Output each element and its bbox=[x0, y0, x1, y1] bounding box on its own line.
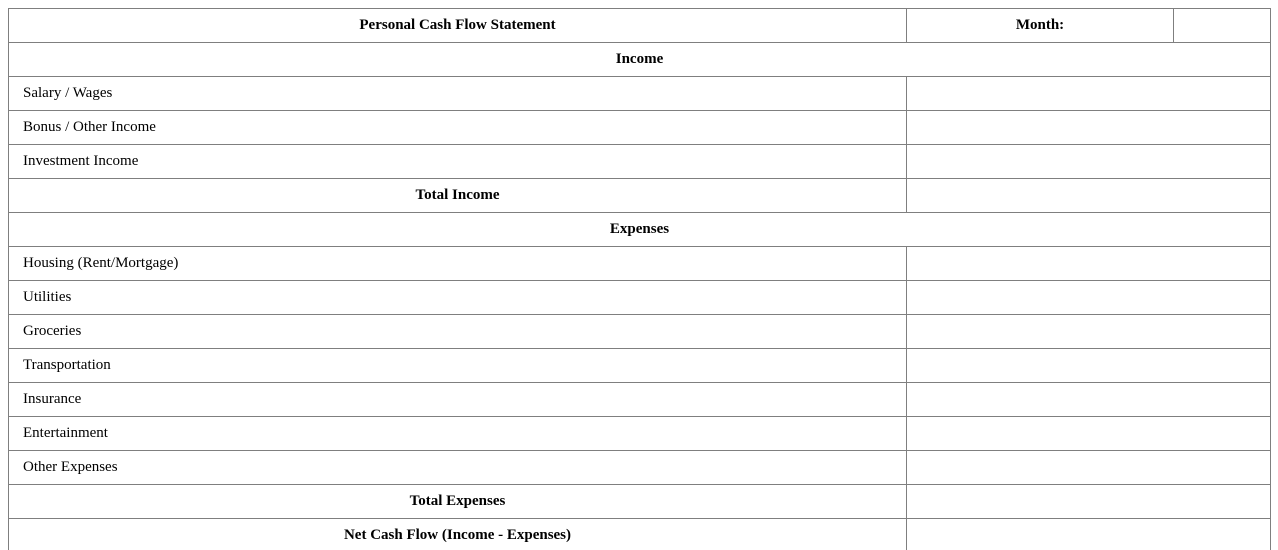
expense-item-insurance-amount[interactable] bbox=[907, 383, 1271, 417]
expense-item-entertainment-amount[interactable] bbox=[907, 417, 1271, 451]
table-row bbox=[9, 111, 1271, 145]
expense-item-housing-amount[interactable] bbox=[907, 247, 1271, 281]
total-income-amount[interactable] bbox=[907, 179, 1271, 213]
net-cash-flow-amount[interactable] bbox=[907, 519, 1271, 550]
header-row bbox=[9, 9, 1271, 43]
expense-item-insurance-label: Insurance bbox=[9, 383, 907, 417]
income-section-title: Income bbox=[9, 43, 1271, 77]
table-row bbox=[9, 281, 1271, 315]
total-expenses-row bbox=[9, 485, 1271, 519]
expense-item-other-amount[interactable] bbox=[907, 451, 1271, 485]
expenses-section-row bbox=[9, 213, 1271, 247]
table-row bbox=[9, 417, 1271, 451]
month-value-cell[interactable] bbox=[1174, 9, 1271, 43]
table-row bbox=[9, 315, 1271, 349]
table-row bbox=[9, 451, 1271, 485]
expense-item-groceries-amount[interactable] bbox=[907, 315, 1271, 349]
table-row bbox=[9, 145, 1271, 179]
income-item-bonus-amount[interactable] bbox=[907, 111, 1271, 145]
expenses-section-title: Expenses bbox=[9, 213, 1271, 247]
table-row bbox=[9, 77, 1271, 111]
total-income-row bbox=[9, 179, 1271, 213]
expense-item-housing-label: Housing (Rent/Mortgage) bbox=[9, 247, 907, 281]
expense-item-other-label: Other Expenses bbox=[9, 451, 907, 485]
income-item-salary-label: Salary / Wages bbox=[9, 77, 907, 111]
income-item-bonus-label: Bonus / Other Income bbox=[9, 111, 907, 145]
income-item-investment-label: Investment Income bbox=[9, 145, 907, 179]
net-cash-flow-row bbox=[9, 519, 1271, 550]
expense-item-groceries-label: Groceries bbox=[9, 315, 907, 349]
total-expenses-label: Total Expenses bbox=[9, 485, 907, 519]
net-cash-flow-label: Net Cash Flow (Income - Expenses) bbox=[9, 519, 907, 550]
total-income-label: Total Income bbox=[9, 179, 907, 213]
expense-item-utilities-label: Utilities bbox=[9, 281, 907, 315]
statement-title: Personal Cash Flow Statement bbox=[9, 9, 907, 43]
table-row bbox=[9, 349, 1271, 383]
expense-item-entertainment-label: Entertainment bbox=[9, 417, 907, 451]
total-expenses-amount[interactable] bbox=[907, 485, 1271, 519]
income-section-row bbox=[9, 43, 1271, 77]
month-label: Month: bbox=[907, 9, 1174, 43]
expense-item-transportation-amount[interactable] bbox=[907, 349, 1271, 383]
table-row bbox=[9, 383, 1271, 417]
table-row bbox=[9, 247, 1271, 281]
cash-flow-table bbox=[8, 8, 1271, 550]
expense-item-transportation-label: Transportation bbox=[9, 349, 907, 383]
income-item-investment-amount[interactable] bbox=[907, 145, 1271, 179]
income-item-salary-amount[interactable] bbox=[907, 77, 1271, 111]
expense-item-utilities-amount[interactable] bbox=[907, 281, 1271, 315]
